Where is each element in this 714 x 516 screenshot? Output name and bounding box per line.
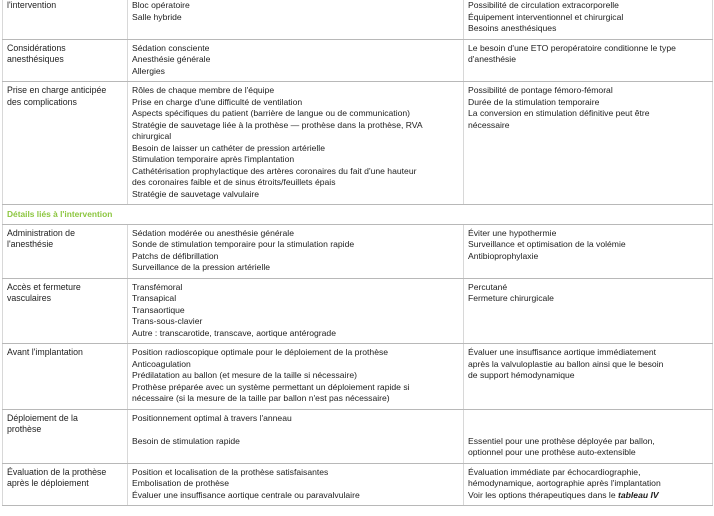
table-row (3, 463, 713, 506)
row-details-line: Allergies (132, 65, 165, 76)
row-notes (464, 409, 713, 463)
row-details-line: Prédilatation au ballon (et mesure de la taille si nécessaire) (132, 370, 357, 380)
row-label-line: vasculaires (7, 293, 52, 303)
row-notes (464, 0, 713, 39)
row-notes-line: optionnel pour une prothèse auto-extensible (468, 447, 636, 457)
row-details (128, 224, 464, 278)
row-notes (464, 39, 713, 82)
row-label (3, 278, 128, 344)
row-details-line: Sédation modérée ou anesthésie générale (132, 227, 294, 238)
table-row (3, 344, 713, 410)
table-row (3, 0, 713, 39)
row-label-line: Prise en charge anticipée (7, 85, 107, 95)
spacer (132, 424, 459, 436)
row-label (3, 0, 128, 39)
row-label (3, 82, 128, 205)
row-notes-line: Surveillance et optimisation de la volémie (468, 239, 626, 249)
row-details-line: Trans-sous-clavier (132, 316, 203, 326)
row-label-line: Avant l'implantation (7, 347, 83, 357)
row-details-line: Anesthésie générale (132, 54, 211, 64)
row-details-line: Bloc opératoire (132, 0, 190, 10)
row-details (128, 82, 464, 205)
row-notes-line: Équipement interventionnel et chirurgical (468, 11, 624, 22)
row-details-line: Surveillance de la pression artérielle (132, 262, 271, 272)
section-header-row (3, 205, 713, 225)
row-details-line: Embolisation de prothèse (132, 478, 229, 488)
row-notes-line (468, 490, 708, 502)
row-details-line: Prothèse préparée avec un système permettant un déploiement rapide si (132, 381, 410, 392)
row-label-line: anesthésiques (7, 54, 64, 64)
row-details-line: Positionnement optimal à travers l'anneau (132, 412, 292, 423)
row-notes-line: Fermeture chirurgicale (468, 293, 554, 303)
row-notes-line: Évaluation immédiate par échocardiographie, (468, 466, 641, 477)
row-label-line: Administration de (7, 227, 75, 238)
row-details-line: Aspects spécifiques du patient (barrière de langue ou de communication) (132, 108, 411, 118)
row-notes-line: Besoins anesthésiques (468, 23, 557, 33)
row-notes (464, 278, 713, 344)
table-row (3, 224, 713, 278)
row-details-line: Transaortique (132, 304, 185, 315)
row-details (128, 409, 464, 463)
row-details-line: des coronaires faible et de sinus étroits/feuillets épais (132, 177, 336, 187)
row-details-line: Besoin de laisser un cathéter de pression artérielle (132, 142, 325, 153)
row-notes (464, 224, 713, 278)
row-details (128, 39, 464, 82)
row-label-line: l'anesthésie (7, 239, 54, 249)
procedure-table (2, 0, 713, 506)
row-details-line: Transfémoral (132, 281, 183, 292)
section-title: Détails liés à l'intervention (3, 205, 713, 225)
row-details-line: Position et localisation de la prothèse satisfaisantes (132, 466, 329, 477)
row-details (128, 0, 464, 39)
row-notes (464, 344, 713, 410)
row-details-line: Stimulation temporaire après l'implantation (132, 154, 295, 164)
row-notes-line: Essentiel pour une prothèse déployée par ballon, (468, 435, 655, 446)
row-notes-line: La conversion en stimulation définitive peut être (468, 108, 650, 118)
row-details-line: Anticoagulation (132, 358, 191, 369)
row-notes-line: Évaluer une insuffisance aortique immédiatement (468, 347, 657, 357)
row-label-line: Évaluation de la prothèse (7, 466, 107, 477)
row-label-line: après le déploiement (7, 478, 89, 488)
row-notes-line: Durée de la stimulation temporaire (468, 96, 600, 107)
row-details-line: Transapical (132, 293, 177, 303)
row-details-line: Cathétérisation prophylactique des artères coronaires du fait d'une hauteur (132, 165, 417, 176)
row-details-line: Autre : transcarotide, transcave, aortique antérograde (132, 327, 336, 338)
row-details-line: Patchs de défibrillation (132, 250, 219, 261)
row-notes-line: Éviter une hypothermie (468, 227, 557, 238)
row-details-line: Position radioscopique optimale pour le déploiement de la prothèse (132, 347, 389, 357)
row-details (128, 344, 464, 410)
row-notes-line: nécessaire (468, 119, 510, 130)
row-details-line: Sonde de stimulation temporaire pour la stimulation rapide (132, 239, 355, 249)
row-label-line: Considérations (7, 42, 66, 53)
row-label (3, 224, 128, 278)
row-details-line: nécessaire (si la mesure de la taille par ballon n'est pas nécessaire) (132, 393, 390, 403)
row-details-line: Prise en charge d'une difficulté de ventilation (132, 96, 303, 107)
table-body (3, 0, 713, 506)
row-notes-line: Percutané (468, 281, 508, 292)
row-label-line: des complications (7, 96, 77, 107)
row-label (3, 463, 128, 506)
row-details-line: Besoin de stimulation rapide (132, 435, 240, 446)
row-details-line: chirurgical (132, 131, 172, 141)
row-details-line: Évaluer une insuffisance aortique centrale ou paravalvulaire (132, 489, 360, 500)
row-label-line: prothèse (7, 424, 42, 434)
row-label (3, 344, 128, 410)
row-details (128, 278, 464, 344)
row-details-line: Stratégie de sauvetage liée à la prothèse — prothèse dans la prothèse, RVA (132, 119, 423, 130)
table-row (3, 39, 713, 82)
table-row (3, 278, 713, 344)
row-notes-line: Possibilité de circulation extracorporelle (468, 0, 619, 10)
row-notes-line: après la valvuloplastie au ballon ainsi que le besoin (468, 358, 664, 369)
row-notes-line: d'anesthésie (468, 54, 516, 64)
row-notes (464, 463, 713, 506)
row-details (128, 463, 464, 506)
table-reference-link[interactable]: tableau IV (618, 489, 659, 500)
row-details-line: Rôles de chaque membre de l'équipe (132, 85, 275, 95)
table-row (3, 82, 713, 205)
row-label-line: Accès et fermeture (7, 281, 81, 292)
row-label-line: Déploiement de la (7, 412, 78, 423)
row-details-line: Sédation consciente (132, 42, 210, 53)
row-notes-line: de support hémodynamique (468, 370, 575, 380)
row-details-line: Stratégie de sauvetage valvulaire (132, 188, 260, 199)
row-label (3, 409, 128, 463)
row-details-line: Salle hybride (132, 11, 182, 22)
row-notes-line: hémodynamique, aortographie après l'implantation (468, 478, 661, 488)
row-label-line: l'intervention (7, 0, 57, 10)
row-notes-line: Possibilité de pontage fémoro-fémoral (468, 85, 613, 95)
spacer (468, 413, 708, 436)
row-notes (464, 82, 713, 205)
table-row (3, 409, 713, 463)
reference-text: Voir les options thérapeutiques dans le (468, 489, 619, 500)
row-notes-line: Le besoin d'une ETO peropératoire conditionne le type (468, 42, 676, 53)
row-label (3, 39, 128, 82)
row-notes-line: Antibioprophylaxie (468, 250, 539, 261)
